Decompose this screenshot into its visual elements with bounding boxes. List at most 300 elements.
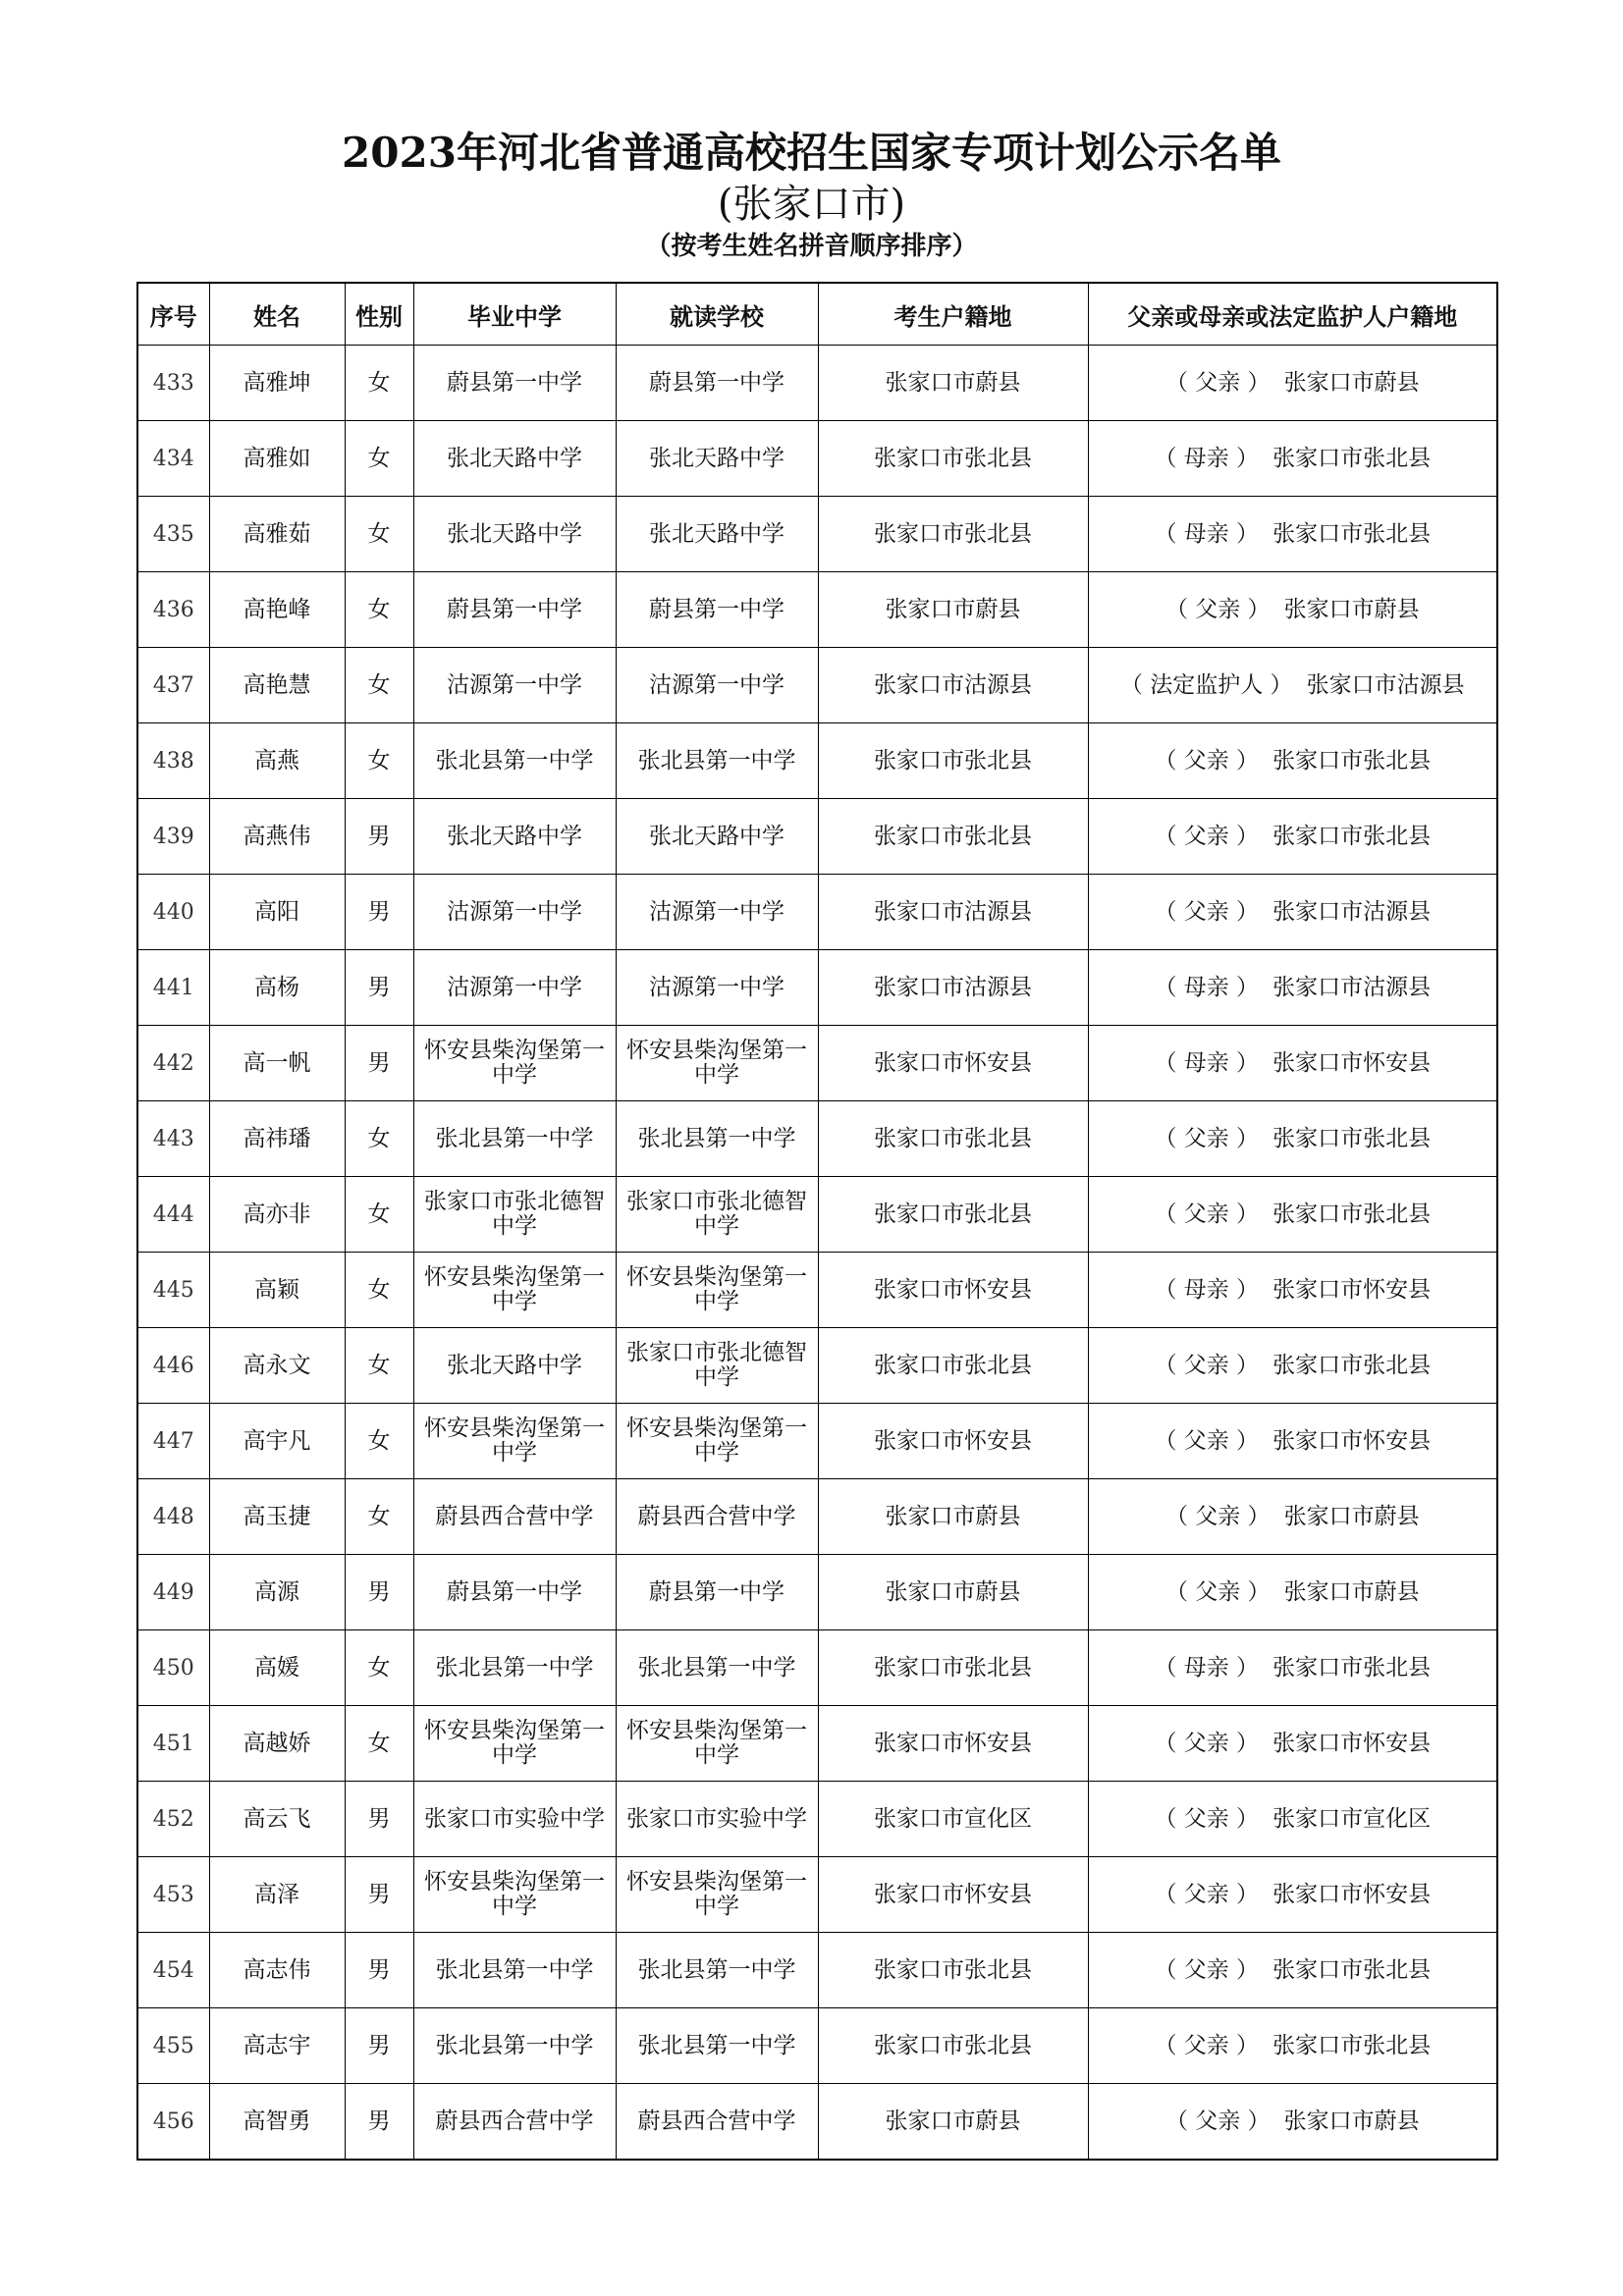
school-name: 怀安县柴沟堡第一中学 <box>626 1038 807 1088</box>
guardian-relation: （ 父亲 ） <box>1154 1352 1260 1378</box>
cell-hukou: 张家口市张北县 <box>818 1328 1088 1404</box>
cell-study-school <box>616 1630 818 1706</box>
cell-name: 高宇凡 <box>209 1404 345 1479</box>
cell-name: 高永文 <box>209 1328 345 1404</box>
cell-study-school <box>616 875 818 950</box>
cell-no: 455 <box>137 2008 209 2084</box>
cell-no: 444 <box>137 1177 209 1253</box>
guardian-location: 张家口市怀安县 <box>1272 1427 1432 1454</box>
cell-study-school <box>616 2084 818 2161</box>
school-name: 张北县第一中学 <box>637 1654 796 1681</box>
cell-grad-school <box>413 1630 616 1706</box>
cell-guardian <box>1088 1328 1497 1404</box>
cell-grad-school <box>413 1404 616 1479</box>
cell-sex: 男 <box>345 2008 413 2084</box>
guardian-location: 张家口市沽源县 <box>1272 898 1432 925</box>
cell-no: 439 <box>137 799 209 875</box>
cell-hukou: 张家口市怀安县 <box>818 1706 1088 1782</box>
guardian-relation: （ 父亲 ） <box>1154 1805 1260 1832</box>
cell-study-school <box>616 1253 818 1328</box>
cell-study-school <box>616 950 818 1026</box>
cell-name: 高杨 <box>209 950 345 1026</box>
school-name: 蔚县第一中学 <box>649 369 784 396</box>
cell-hukou: 张家口市蔚县 <box>818 1555 1088 1630</box>
cell-hukou: 张家口市张北县 <box>818 723 1088 799</box>
cell-study-school <box>616 572 818 648</box>
cell-study-school <box>616 346 818 421</box>
cell-sex: 女 <box>345 1328 413 1404</box>
cell-name: 高越娇 <box>209 1706 345 1782</box>
cell-name: 高雅坤 <box>209 346 345 421</box>
guardian-location: 张家口市张北县 <box>1272 1201 1432 1227</box>
cell-sex: 男 <box>345 1857 413 1933</box>
page-subtitle: (张家口市) <box>717 182 906 227</box>
cell-study-school <box>616 723 818 799</box>
cell-grad-school <box>413 1101 616 1177</box>
guardian-relation: （ 母亲 ） <box>1154 520 1260 547</box>
guardian-relation: （ 父亲 ） <box>1164 369 1271 396</box>
cell-no: 442 <box>137 1026 209 1101</box>
cell-no: 456 <box>137 2084 209 2161</box>
guardian-location: 张家口市张北县 <box>1272 445 1432 471</box>
cell-sex: 男 <box>345 950 413 1026</box>
guardian-relation: （ 父亲 ） <box>1154 1201 1260 1227</box>
cell-sex: 女 <box>345 1630 413 1706</box>
cell-sex: 女 <box>345 572 413 648</box>
guardian-relation: （ 父亲 ） <box>1154 1427 1260 1454</box>
cell-guardian <box>1088 1782 1497 1857</box>
cell-grad-school <box>413 723 616 799</box>
cell-guardian <box>1088 2008 1497 2084</box>
school-name: 蔚县西合营中学 <box>637 1503 796 1529</box>
cell-no: 436 <box>137 572 209 648</box>
cell-grad-school <box>413 799 616 875</box>
school-name: 张北县第一中学 <box>435 1654 594 1681</box>
cell-guardian <box>1088 1630 1497 1706</box>
table-header-row <box>137 283 1497 346</box>
table-row <box>137 346 1497 421</box>
table-row <box>137 1404 1497 1479</box>
cell-grad-school <box>413 1782 616 1857</box>
cell-hukou: 张家口市沽源县 <box>818 875 1088 950</box>
cell-sex: 女 <box>345 648 413 723</box>
school-name: 张北县第一中学 <box>435 2032 594 2058</box>
table-row <box>137 1253 1497 1328</box>
school-name: 怀安县柴沟堡第一中学 <box>424 1415 605 1466</box>
table-row <box>137 1857 1497 1933</box>
school-name: 蔚县西合营中学 <box>435 1503 594 1529</box>
school-name: 张家口市张北德智中学 <box>424 1189 605 1239</box>
guardian-location: 张家口市张北县 <box>1272 520 1432 547</box>
cell-guardian <box>1088 1101 1497 1177</box>
cell-hukou: 张家口市沽源县 <box>818 950 1088 1026</box>
cell-sex: 女 <box>345 723 413 799</box>
cell-grad-school <box>413 648 616 723</box>
school-name: 怀安县柴沟堡第一中学 <box>626 1869 807 1919</box>
cell-no: 434 <box>137 421 209 497</box>
school-name: 张北天路中学 <box>649 823 784 849</box>
guardian-location: 张家口市沽源县 <box>1306 671 1465 698</box>
cell-grad-school <box>413 346 616 421</box>
cell-guardian <box>1088 1177 1497 1253</box>
cell-hukou: 张家口市张北县 <box>818 1933 1088 2008</box>
table-row <box>137 1101 1497 1177</box>
school-name: 张家口市实验中学 <box>424 1805 605 1832</box>
cell-study-school <box>616 1101 818 1177</box>
guardian-relation: （ 母亲 ） <box>1154 1276 1260 1303</box>
cell-name: 高艳峰 <box>209 572 345 648</box>
cell-hukou: 张家口市怀安县 <box>818 1026 1088 1101</box>
cell-guardian <box>1088 1555 1497 1630</box>
cell-hukou: 张家口市张北县 <box>818 421 1088 497</box>
school-name: 张北县第一中学 <box>435 1956 594 1983</box>
table-row <box>137 648 1497 723</box>
guardian-location: 张家口市蔚县 <box>1283 596 1420 622</box>
cell-guardian <box>1088 1857 1497 1933</box>
cell-sex: 女 <box>345 1101 413 1177</box>
guardian-relation: （ 母亲 ） <box>1154 445 1260 471</box>
cell-name: 高志宇 <box>209 2008 345 2084</box>
school-name: 怀安县柴沟堡第一中学 <box>626 1264 807 1314</box>
guardian-relation: （ 父亲 ） <box>1164 596 1271 622</box>
guardian-location: 张家口市张北县 <box>1272 1956 1432 1983</box>
cell-no: 450 <box>137 1630 209 1706</box>
school-name: 沽源第一中学 <box>649 671 784 698</box>
roster-table <box>136 282 1498 2161</box>
school-name: 怀安县柴沟堡第一中学 <box>424 1869 605 1919</box>
cell-guardian <box>1088 1404 1497 1479</box>
school-name: 张北天路中学 <box>649 445 784 471</box>
cell-name: 高玉捷 <box>209 1479 345 1555</box>
cell-sex: 女 <box>345 1404 413 1479</box>
guardian-relation: （ 父亲 ） <box>1154 1730 1260 1756</box>
sort-note: （按考生姓名拼音顺序排序） <box>645 232 978 261</box>
cell-hukou: 张家口市张北县 <box>818 799 1088 875</box>
cell-guardian <box>1088 950 1497 1026</box>
cell-guardian <box>1088 1026 1497 1101</box>
table-body <box>137 346 1497 2161</box>
table-row <box>137 950 1497 1026</box>
cell-hukou: 张家口市张北县 <box>818 497 1088 572</box>
guardian-relation: （ 父亲 ） <box>1164 1578 1271 1605</box>
cell-guardian <box>1088 875 1497 950</box>
cell-name: 高雅如 <box>209 421 345 497</box>
guardian-location: 张家口市张北县 <box>1272 747 1432 774</box>
guardian-relation: （ 母亲 ） <box>1154 1654 1260 1681</box>
cell-no: 449 <box>137 1555 209 1630</box>
cell-no: 443 <box>137 1101 209 1177</box>
cell-study-school <box>616 1177 818 1253</box>
school-name: 张北天路中学 <box>447 520 582 547</box>
guardian-location: 张家口市蔚县 <box>1283 2108 1420 2134</box>
cell-name: 高艳慧 <box>209 648 345 723</box>
school-name: 蔚县第一中学 <box>447 1578 582 1605</box>
cell-hukou: 张家口市张北县 <box>818 1630 1088 1706</box>
cell-no: 451 <box>137 1706 209 1782</box>
school-name: 张家口市实验中学 <box>626 1805 807 1832</box>
cell-guardian <box>1088 723 1497 799</box>
cell-guardian <box>1088 799 1497 875</box>
cell-grad-school <box>413 2084 616 2161</box>
school-name: 张北县第一中学 <box>637 2032 796 2058</box>
school-name: 怀安县柴沟堡第一中学 <box>626 1718 807 1768</box>
cell-name: 高志伟 <box>209 1933 345 2008</box>
cell-grad-school <box>413 1026 616 1101</box>
cell-guardian <box>1088 1479 1497 1555</box>
guardian-location: 张家口市张北县 <box>1272 823 1432 849</box>
page-title: 2023年河北省普通高校招生国家专项计划公示名单 <box>342 129 1281 177</box>
school-name: 张北天路中学 <box>447 823 582 849</box>
table-row <box>137 1933 1497 2008</box>
guardian-location: 张家口市蔚县 <box>1283 369 1420 396</box>
cell-study-school <box>616 1782 818 1857</box>
cell-study-school <box>616 1706 818 1782</box>
cell-grad-school <box>413 1555 616 1630</box>
cell-grad-school <box>413 497 616 572</box>
header-name: 姓名 <box>209 283 345 346</box>
header-study-school: 就读学校 <box>616 283 818 346</box>
cell-sex: 男 <box>345 875 413 950</box>
school-name: 蔚县第一中学 <box>447 369 582 396</box>
school-name: 沽源第一中学 <box>447 974 582 1000</box>
cell-study-school <box>616 1404 818 1479</box>
cell-guardian <box>1088 1253 1497 1328</box>
header-grad-school: 毕业中学 <box>413 283 616 346</box>
school-name: 张北天路中学 <box>649 520 784 547</box>
cell-study-school <box>616 1328 818 1404</box>
guardian-relation: （ 父亲 ） <box>1154 823 1260 849</box>
school-name: 蔚县第一中学 <box>649 1578 784 1605</box>
table-row <box>137 1026 1497 1101</box>
table-row <box>137 497 1497 572</box>
cell-name: 高燕伟 <box>209 799 345 875</box>
cell-study-school <box>616 421 818 497</box>
guardian-relation: （ 母亲 ） <box>1154 1049 1260 1076</box>
cell-study-school <box>616 1555 818 1630</box>
cell-grad-school <box>413 1933 616 2008</box>
cell-hukou: 张家口市张北县 <box>818 2008 1088 2084</box>
cell-name: 高智勇 <box>209 2084 345 2161</box>
cell-sex: 女 <box>345 346 413 421</box>
guardian-relation: （ 父亲 ） <box>1154 898 1260 925</box>
cell-hukou: 张家口市怀安县 <box>818 1404 1088 1479</box>
cell-hukou: 张家口市蔚县 <box>818 2084 1088 2161</box>
guardian-relation: （ 父亲 ） <box>1164 2108 1271 2134</box>
table-row <box>137 572 1497 648</box>
cell-study-school <box>616 1026 818 1101</box>
table-row <box>137 1177 1497 1253</box>
guardian-location: 张家口市怀安县 <box>1272 1049 1432 1076</box>
cell-name: 高媛 <box>209 1630 345 1706</box>
school-name: 怀安县柴沟堡第一中学 <box>424 1718 605 1768</box>
cell-hukou: 张家口市沽源县 <box>818 648 1088 723</box>
cell-sex: 男 <box>345 1026 413 1101</box>
school-name: 张北县第一中学 <box>637 1125 796 1151</box>
guardian-relation: （ 父亲 ） <box>1154 747 1260 774</box>
cell-no: 447 <box>137 1404 209 1479</box>
cell-grad-school <box>413 1253 616 1328</box>
cell-guardian <box>1088 2084 1497 2161</box>
cell-no: 433 <box>137 346 209 421</box>
cell-name: 高阳 <box>209 875 345 950</box>
cell-hukou: 张家口市宣化区 <box>818 1782 1088 1857</box>
cell-study-school <box>616 1857 818 1933</box>
guardian-location: 张家口市怀安县 <box>1272 1881 1432 1907</box>
cell-sex: 男 <box>345 1555 413 1630</box>
cell-name: 高颖 <box>209 1253 345 1328</box>
school-name: 蔚县第一中学 <box>649 596 784 622</box>
school-name: 张家口市张北德智中学 <box>626 1189 807 1239</box>
table-row <box>137 2084 1497 2161</box>
guardian-relation: （ 父亲 ） <box>1154 1881 1260 1907</box>
cell-grad-school <box>413 1177 616 1253</box>
cell-study-school <box>616 1479 818 1555</box>
school-name: 张北天路中学 <box>447 1352 582 1378</box>
table-row <box>137 1782 1497 1857</box>
guardian-relation: （ 父亲 ） <box>1164 1503 1271 1529</box>
cell-no: 435 <box>137 497 209 572</box>
cell-no: 445 <box>137 1253 209 1328</box>
table-row <box>137 875 1497 950</box>
cell-no: 452 <box>137 1782 209 1857</box>
cell-grad-school <box>413 2008 616 2084</box>
cell-hukou: 张家口市蔚县 <box>818 346 1088 421</box>
cell-no: 437 <box>137 648 209 723</box>
table-row <box>137 799 1497 875</box>
cell-hukou: 张家口市张北县 <box>818 1177 1088 1253</box>
school-name: 蔚县第一中学 <box>447 596 582 622</box>
cell-no: 440 <box>137 875 209 950</box>
school-name: 蔚县西合营中学 <box>637 2108 796 2134</box>
cell-sex: 女 <box>345 1177 413 1253</box>
table-row <box>137 723 1497 799</box>
guardian-location: 张家口市怀安县 <box>1272 1276 1432 1303</box>
cell-study-school <box>616 1933 818 2008</box>
school-name: 沽源第一中学 <box>649 898 784 925</box>
cell-grad-school <box>413 1857 616 1933</box>
cell-name: 高泽 <box>209 1857 345 1933</box>
cell-study-school <box>616 648 818 723</box>
cell-study-school <box>616 2008 818 2084</box>
cell-no: 454 <box>137 1933 209 2008</box>
guardian-location: 张家口市张北县 <box>1272 2032 1432 2058</box>
school-name: 怀安县柴沟堡第一中学 <box>424 1264 605 1314</box>
guardian-relation: （ 母亲 ） <box>1154 974 1260 1000</box>
cell-name: 高燕 <box>209 723 345 799</box>
cell-hukou: 张家口市蔚县 <box>818 572 1088 648</box>
cell-grad-school <box>413 875 616 950</box>
cell-study-school <box>616 497 818 572</box>
guardian-relation: （ 法定监护人 ） <box>1119 671 1293 698</box>
cell-name: 高雅茹 <box>209 497 345 572</box>
school-name: 张北县第一中学 <box>637 747 796 774</box>
cell-sex: 男 <box>345 2084 413 2161</box>
school-name: 怀安县柴沟堡第一中学 <box>424 1038 605 1088</box>
cell-no: 448 <box>137 1479 209 1555</box>
cell-guardian <box>1088 421 1497 497</box>
cell-study-school <box>616 799 818 875</box>
cell-hukou: 张家口市怀安县 <box>818 1253 1088 1328</box>
guardian-location: 张家口市张北县 <box>1272 1352 1432 1378</box>
school-name: 张北天路中学 <box>447 445 582 471</box>
school-name: 蔚县西合营中学 <box>435 2108 594 2134</box>
guardian-location: 张家口市宣化区 <box>1272 1805 1432 1832</box>
guardian-location: 张家口市蔚县 <box>1283 1503 1420 1529</box>
header-no: 序号 <box>137 283 209 346</box>
header-sex: 性别 <box>345 283 413 346</box>
cell-guardian <box>1088 497 1497 572</box>
table-row <box>137 1630 1497 1706</box>
school-name: 怀安县柴沟堡第一中学 <box>626 1415 807 1466</box>
cell-guardian <box>1088 648 1497 723</box>
guardian-relation: （ 父亲 ） <box>1154 1125 1260 1151</box>
cell-sex: 女 <box>345 1253 413 1328</box>
cell-name: 高云飞 <box>209 1782 345 1857</box>
cell-guardian <box>1088 1933 1497 2008</box>
cell-guardian <box>1088 1706 1497 1782</box>
school-name: 沽源第一中学 <box>649 974 784 1000</box>
cell-guardian <box>1088 346 1497 421</box>
cell-grad-school <box>413 1706 616 1782</box>
cell-sex: 女 <box>345 1479 413 1555</box>
cell-grad-school <box>413 572 616 648</box>
school-name: 张北县第一中学 <box>435 1125 594 1151</box>
cell-name: 高源 <box>209 1555 345 1630</box>
school-name: 张家口市张北德智中学 <box>626 1340 807 1390</box>
cell-no: 453 <box>137 1857 209 1933</box>
header-guardian-hukou: 父亲或母亲或法定监护人户籍地 <box>1088 283 1497 346</box>
cell-no: 438 <box>137 723 209 799</box>
cell-hukou: 张家口市怀安县 <box>818 1857 1088 1933</box>
guardian-location: 张家口市怀安县 <box>1272 1730 1432 1756</box>
school-name: 沽源第一中学 <box>447 898 582 925</box>
cell-grad-school <box>413 950 616 1026</box>
cell-sex: 男 <box>345 1933 413 2008</box>
cell-grad-school <box>413 421 616 497</box>
cell-sex: 女 <box>345 1706 413 1782</box>
guardian-relation: （ 父亲 ） <box>1154 2032 1260 2058</box>
cell-grad-school <box>413 1479 616 1555</box>
guardian-location: 张家口市张北县 <box>1272 1125 1432 1151</box>
cell-no: 441 <box>137 950 209 1026</box>
guardian-location: 张家口市蔚县 <box>1283 1578 1420 1605</box>
cell-name: 高一帆 <box>209 1026 345 1101</box>
school-name: 沽源第一中学 <box>447 671 582 698</box>
school-name: 张北县第一中学 <box>637 1956 796 1983</box>
cell-sex: 男 <box>345 799 413 875</box>
table-row <box>137 1479 1497 1555</box>
header-hukou: 考生户籍地 <box>818 283 1088 346</box>
table-row <box>137 1706 1497 1782</box>
guardian-location: 张家口市张北县 <box>1272 1654 1432 1681</box>
cell-sex: 女 <box>345 421 413 497</box>
table-row <box>137 2008 1497 2084</box>
cell-hukou: 张家口市张北县 <box>818 1101 1088 1177</box>
cell-sex: 男 <box>345 1782 413 1857</box>
table-row <box>137 1555 1497 1630</box>
cell-no: 446 <box>137 1328 209 1404</box>
cell-name: 高祎璠 <box>209 1101 345 1177</box>
cell-sex: 女 <box>345 497 413 572</box>
school-name: 张北县第一中学 <box>435 747 594 774</box>
table-row <box>137 421 1497 497</box>
cell-guardian <box>1088 572 1497 648</box>
guardian-relation: （ 父亲 ） <box>1154 1956 1260 1983</box>
table-row <box>137 1328 1497 1404</box>
cell-hukou: 张家口市蔚县 <box>818 1479 1088 1555</box>
guardian-location: 张家口市沽源县 <box>1272 974 1432 1000</box>
cell-name: 高亦非 <box>209 1177 345 1253</box>
